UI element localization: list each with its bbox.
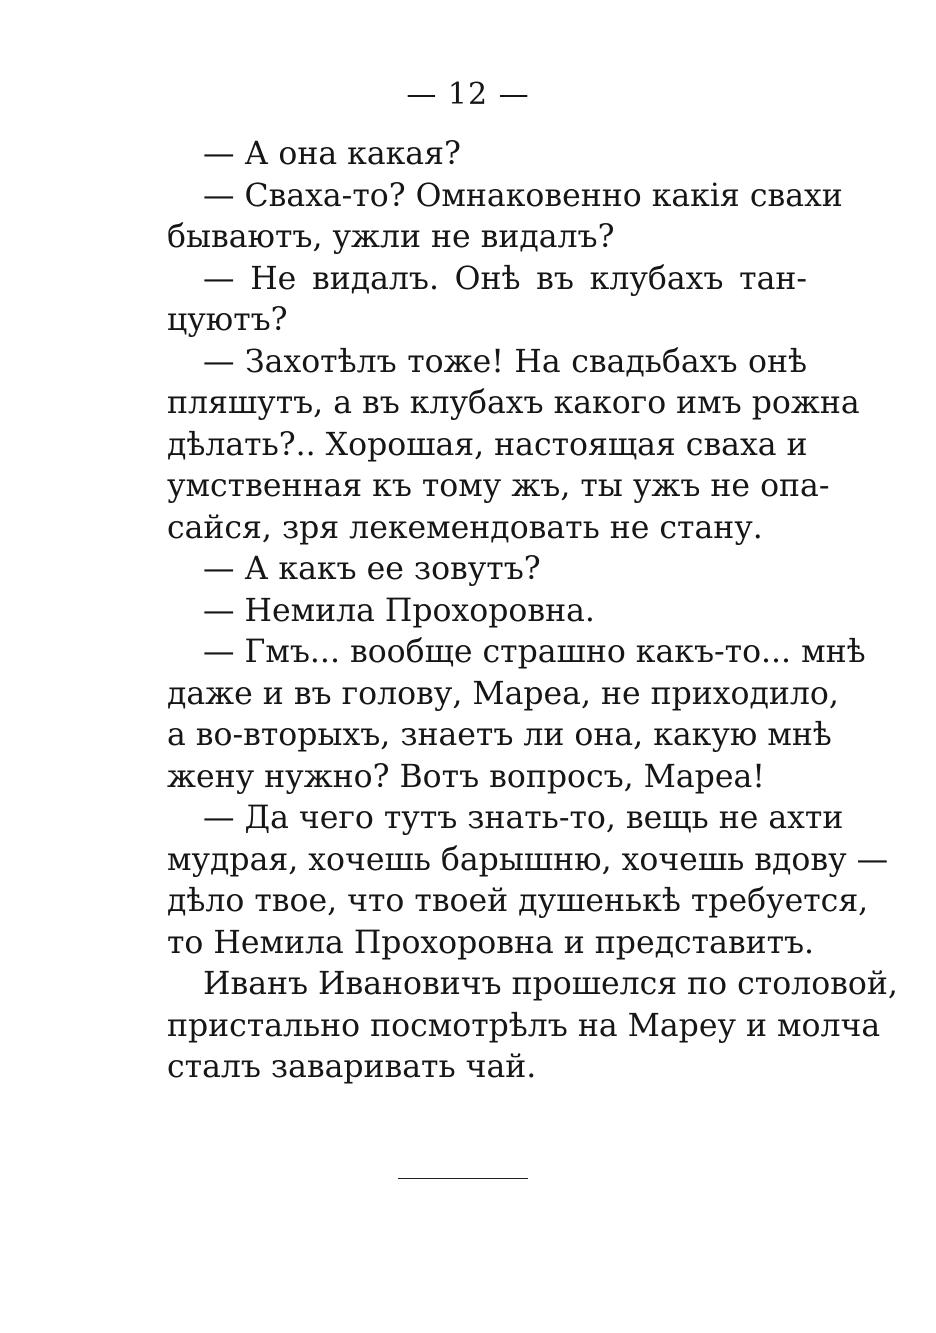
- text-line: — А она какая?: [203, 136, 461, 172]
- paragraph: [131, 632, 866, 798]
- text-line: даже и въ голову, Мареа, не приходило,: [167, 675, 839, 712]
- text-line: Иванъ Ивановичъ прошелся по столовой,: [203, 966, 898, 1002]
- text-line: пляшутъ, а въ клубахъ какого имъ рожна: [167, 385, 860, 421]
- text-line: — Гмъ... вообще страшно какъ-то... мнѣ: [203, 634, 866, 670]
- text-line: — Немила Прохоровна.: [203, 592, 595, 629]
- text-line: цуютъ?: [167, 302, 288, 338]
- text-line: дѣло твое, что твоей душенькѣ требуется,: [167, 883, 869, 919]
- paragraph: [131, 964, 898, 1089]
- text-line: мудрая, хочешь барышню, хочешь вдову —: [167, 841, 889, 878]
- text-line: жену нужно? Вотъ вопросъ, Мареа!: [167, 758, 765, 795]
- paragraph: [131, 342, 860, 550]
- text-line: то Немила Прохоровна и представитъ.: [167, 924, 815, 961]
- text-line: бываютъ, ужли не видалъ?: [167, 219, 615, 255]
- text-line: сталъ заваривать чай.: [167, 1049, 537, 1085]
- text-body: [131, 134, 898, 1089]
- paragraph: [131, 798, 889, 964]
- text-line: дѣлать?.. Хорошая, настоящая сваха и: [167, 426, 808, 463]
- page-number: — 12 —: [406, 77, 530, 112]
- text-line: — Захотѣлъ тоже! На свадьбахъ онѣ: [203, 343, 807, 380]
- text-line: умственная къ тому жъ, ты ужъ не опа-: [167, 468, 830, 504]
- paragraph: [131, 176, 843, 259]
- text-line: — Да чего тутъ знать-то, вещь не ахти: [203, 800, 844, 836]
- text-line: а во-вторыхъ, знаетъ ли она, какую мнѣ: [167, 717, 832, 753]
- paragraph: [131, 549, 807, 591]
- paragraph: [131, 259, 807, 342]
- paragraph: [131, 591, 807, 633]
- text-line: пристально посмотрѣлъ на Мареу и молча: [167, 1007, 881, 1044]
- text-line: — А какъ ее зовутъ?: [203, 551, 541, 587]
- paragraph: [131, 134, 807, 176]
- end-of-chapter-rule: [398, 1178, 528, 1179]
- text-line: сайся, зря лекемендовать не стану.: [167, 509, 763, 546]
- text-line: — Сваха-то? Омнаковенно какія свахи: [203, 177, 843, 214]
- text-line: — Не видалъ. Онѣ въ клубахъ тан-: [203, 260, 807, 297]
